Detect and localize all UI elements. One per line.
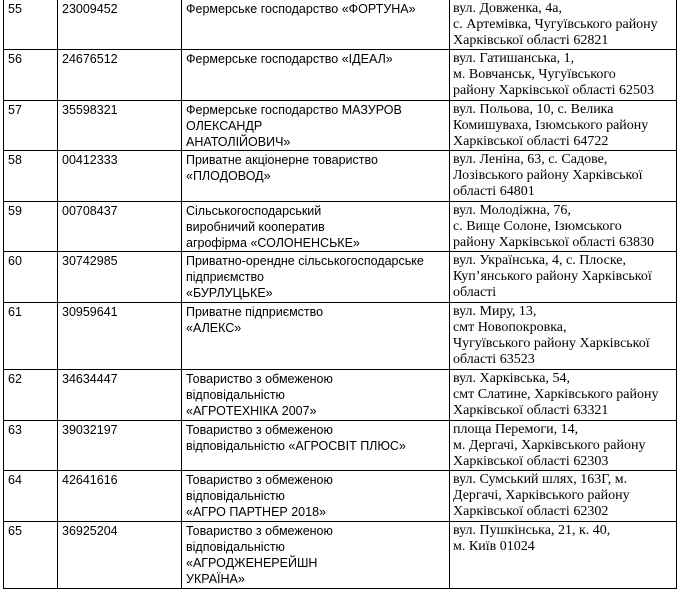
- company-address-line: вул. Польова, 10, с. Велика: [453, 102, 614, 117]
- company-address-line: Куп’янського району Харківської: [453, 269, 652, 284]
- edrpou-code: 30959641: [58, 303, 182, 370]
- company-name-line: Сільськогосподарський: [186, 204, 322, 218]
- company-name: [182, 421, 450, 471]
- company-name: [182, 101, 450, 151]
- edrpou-code: 23009452: [58, 0, 182, 50]
- company-address-line: області 64801: [453, 184, 535, 199]
- company-address-line: вул. Миру, 13,: [453, 304, 537, 319]
- company-name-line: Фермерське господарство «ФОРТУНА»: [186, 2, 416, 16]
- edrpou-code: 39032197: [58, 421, 182, 471]
- company-name-line: Приватне підприємство: [186, 305, 324, 319]
- edrpou-code: 24676512: [58, 50, 182, 101]
- table-row: [4, 471, 677, 522]
- company-address: [450, 151, 677, 202]
- company-address-line: Харківської області 62302: [453, 504, 609, 519]
- company-address-line: площа Перемоги, 14,: [453, 422, 579, 437]
- company-name: [182, 370, 450, 421]
- company-name: [182, 50, 450, 101]
- row-number: 63: [4, 421, 58, 471]
- company-name-line: відповідальністю «АГРОСВІТ ПЛЮС»: [186, 439, 406, 453]
- company-name: [182, 252, 450, 303]
- company-name-line: відповідальністю: [186, 388, 285, 402]
- company-address-line: Лозівського району Харківської: [453, 168, 643, 183]
- row-number: 55: [4, 0, 58, 50]
- company-name: [182, 151, 450, 202]
- table-row: [4, 0, 677, 50]
- company-name: [182, 522, 450, 589]
- company-name-line: відповідальністю: [186, 489, 285, 503]
- company-address: [450, 522, 677, 589]
- company-address-line: смт Новопокровка,: [453, 320, 567, 335]
- company-name: [182, 202, 450, 252]
- company-address-line: вул. Пушкінська, 21, к. 40,: [453, 523, 611, 538]
- edrpou-code: 34634447: [58, 370, 182, 421]
- edrpou-code: 36925204: [58, 522, 182, 589]
- company-address-line: вул. Гатишанська, 1,: [453, 51, 575, 66]
- company-address-line: району Харківської області 63830: [453, 235, 655, 250]
- company-name-line: «АГРОДЖЕНЕРЕЙШН: [186, 556, 318, 570]
- table-row: [4, 202, 677, 252]
- row-number: 57: [4, 101, 58, 151]
- table-row: [4, 370, 677, 421]
- company-address-line: смт Слатине, Харківського району: [453, 387, 659, 402]
- row-number: 62: [4, 370, 58, 421]
- company-address-line: вул. Леніна, 63, с. Садове,: [453, 152, 608, 167]
- company-name-line: ОЛЕКСАНДР: [186, 119, 263, 133]
- company-address: [450, 0, 677, 50]
- company-address: [450, 421, 677, 471]
- row-number: 56: [4, 50, 58, 101]
- company-address: [450, 50, 677, 101]
- row-number: 60: [4, 252, 58, 303]
- company-name-line: «АГРОТЕХНІКА 2007»: [186, 404, 317, 418]
- company-name-line: УКРАЇНА»: [186, 572, 245, 586]
- company-address: [450, 303, 677, 370]
- company-name-line: «ПЛОДОВОД»: [186, 169, 271, 183]
- table-row: [4, 522, 677, 589]
- company-address-line: вул. Сумський шлях, 163Г, м.: [453, 472, 628, 487]
- company-address-line: Харківської області 63321: [453, 403, 609, 418]
- company-name-line: «АЛЕКС»: [186, 321, 242, 335]
- table-row: [4, 101, 677, 151]
- company-address-line: вул. Молодіжна, 76,: [453, 203, 571, 218]
- company-address-line: району Харківської області 62503: [453, 83, 655, 98]
- company-address-line: Чугуївського району Харківської: [453, 336, 650, 351]
- registry-table: [3, 0, 677, 589]
- row-number: 65: [4, 522, 58, 589]
- company-name-line: підприємство: [186, 270, 264, 284]
- table-row: [4, 421, 677, 471]
- edrpou-code: 35598321: [58, 101, 182, 151]
- company-name-line: агрофірма «СОЛОНЕНСЬКЕ»: [186, 236, 360, 250]
- company-address: [450, 252, 677, 303]
- company-name-line: Фермерське господарство «ІДЕАЛ»: [186, 52, 393, 66]
- company-name-line: Приватне акціонерне товариство: [186, 153, 378, 167]
- edrpou-code: 00708437: [58, 202, 182, 252]
- company-name-line: Фермерське господарство МАЗУРОВ: [186, 103, 402, 117]
- company-address-line: Дергачі, Харківського району: [453, 488, 630, 503]
- company-address-line: с. Вище Солоне, Ізюмського: [453, 219, 622, 234]
- edrpou-code: 30742985: [58, 252, 182, 303]
- registry-table-body: [4, 0, 677, 589]
- table-row: [4, 151, 677, 202]
- company-address-line: Комишуваха, Ізюмського району: [453, 118, 649, 133]
- company-address-line: с. Артемівка, Чугуївського району: [453, 17, 658, 32]
- company-address-line: вул. Українська, 4, с. Плоске,: [453, 253, 627, 268]
- company-address-line: м. Дергачі, Харківського району: [453, 438, 646, 453]
- company-name: [182, 0, 450, 50]
- row-number: 64: [4, 471, 58, 522]
- company-address-line: вул. Довженка, 4а,: [453, 1, 562, 16]
- company-name-line: відповідальністю: [186, 540, 285, 554]
- company-address: [450, 202, 677, 252]
- table-row: [4, 303, 677, 370]
- company-address: [450, 471, 677, 522]
- company-address-line: м. Київ 01024: [453, 539, 535, 554]
- company-name-line: АНАТОЛІЙОВИЧ»: [186, 135, 291, 149]
- company-address-line: Харківської області 62303: [453, 454, 609, 469]
- company-name-line: Приватно-орендне сільськогосподарське: [186, 254, 424, 268]
- row-number: 59: [4, 202, 58, 252]
- company-name-line: «АГРО ПАРТНЕР 2018»: [186, 505, 326, 519]
- company-address-line: Харківської області 62821: [453, 33, 609, 48]
- company-address-line: м. Вовчанськ, Чугуївського: [453, 67, 616, 82]
- company-name-line: Товариство з обмеженою: [186, 372, 333, 386]
- company-name: [182, 303, 450, 370]
- company-name-line: Товариство з обмеженою: [186, 423, 333, 437]
- company-address-line: вул. Харківська, 54,: [453, 371, 570, 386]
- company-address-line: області 63523: [453, 352, 535, 367]
- row-number: 58: [4, 151, 58, 202]
- company-address: [450, 370, 677, 421]
- company-name-line: Товариство з обмеженою: [186, 473, 333, 487]
- row-number: 61: [4, 303, 58, 370]
- company-address-line: Харківської області 64722: [453, 134, 609, 149]
- company-name-line: Товариство з обмеженою: [186, 524, 333, 538]
- company-name: [182, 471, 450, 522]
- company-address: [450, 101, 677, 151]
- edrpou-code: 00412333: [58, 151, 182, 202]
- table-row: [4, 50, 677, 101]
- company-name-line: виробничий кооператив: [186, 220, 325, 234]
- edrpou-code: 42641616: [58, 471, 182, 522]
- table-row: [4, 252, 677, 303]
- company-name-line: «БУРЛУЦЬКЕ»: [186, 286, 273, 300]
- company-address-line: області: [453, 285, 497, 300]
